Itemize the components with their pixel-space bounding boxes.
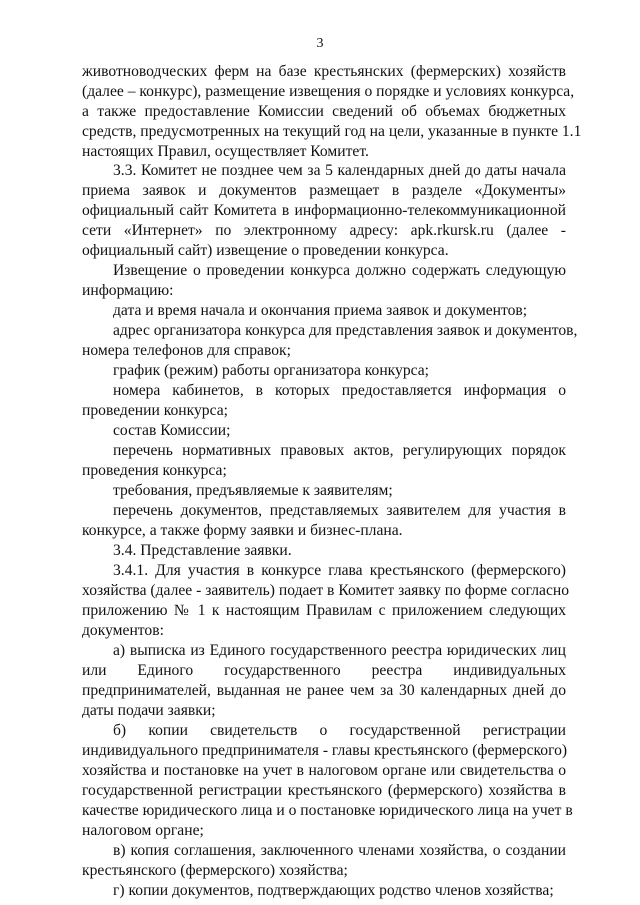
- text-line: крестьянского (фермерского) хозяйства;: [82, 862, 348, 879]
- text-line: перечень документов, представляемых заявителем для участия в: [113, 502, 566, 519]
- text-line: в) копия соглашения, заключенного членами хозяйства, о создании: [113, 842, 566, 859]
- text-line: информацию:: [82, 282, 174, 299]
- text-line: настоящих Правил, осуществляет Комитет.: [82, 143, 369, 160]
- text-line: конкурсе, а также форму заявки и бизнес-плана.: [82, 522, 403, 539]
- text-line: график (режим) работы организатора конкурса;: [113, 362, 430, 379]
- text-line: (далее – конкурс), размещение извещения о порядке и условиях конкурса,: [82, 83, 575, 100]
- text-line: адрес организатора конкурса для представления заявок и документов,: [113, 322, 578, 339]
- page-number: 3: [316, 36, 324, 51]
- text-line: проведении конкурса;: [82, 402, 228, 419]
- text-line: налоговом органе;: [82, 822, 204, 839]
- text-line: государственной регистрации крестьянского (фермерского) хозяйства в: [82, 782, 566, 799]
- text-line: перечень нормативных правовых актов, регулирующих порядок: [113, 442, 566, 459]
- text-line: или Единого государственного реестра индивидуальных: [82, 662, 566, 679]
- text-line: хозяйства и постановке на учет в налоговом органе или свидетельства о: [82, 762, 566, 779]
- text-line: номера телефонов для справок;: [82, 342, 291, 359]
- text-line: индивидуального предпринимателя - главы крестьянского (фермерского): [82, 742, 568, 759]
- text-line: сети «Интернет» по электронному адресу: apk.rkursk.ru (далее -: [82, 222, 566, 239]
- text-line: даты подачи заявки;: [82, 702, 216, 719]
- text-line: Извещение о проведении конкурса должно содержать следующую: [113, 262, 566, 279]
- text-line: г) копии документов, подтверждающих родство членов хозяйства;: [113, 882, 554, 899]
- text-line: средств, предусмотренных на текущий год на цели, указанные в пункте 1.1: [82, 123, 582, 140]
- text-line: 3.4. Представление заявки.: [113, 542, 292, 559]
- text-line: приема заявок и документов размещает в разделе «Документы»: [82, 182, 566, 199]
- text-line: качестве юридического лица и о постановке юридического лица на учет в: [82, 802, 573, 819]
- text-line: проведения конкурса;: [82, 462, 227, 479]
- text-line: документов:: [82, 622, 164, 639]
- text-line: 3.3. Комитет не позднее чем за 5 календарных дней до даты начала: [113, 162, 566, 179]
- text-line: требования, предъявляемые к заявителям;: [113, 482, 393, 499]
- text-line: хозяйства (далее - заявитель) подает в Комитет заявку по форме согласно: [82, 582, 570, 599]
- text-line: б) копии свидетельств о государственной регистрации: [113, 722, 566, 739]
- text-line: 3.4.1. Для участия в конкурсе глава крестьянского (фермерского): [113, 562, 566, 579]
- text-line: а также предоставление Комиссии сведений об объемах бюджетных: [82, 103, 566, 120]
- text-line: приложению № 1 к настоящим Правилам с приложением следующих: [82, 602, 566, 619]
- text-line: состав Комиссии;: [113, 422, 231, 439]
- text-line: животноводческих ферм на базе крестьянских (фермерских) хозяйств: [82, 63, 566, 80]
- text-line: а) выписка из Единого государственного реестра юридических лиц: [113, 642, 566, 659]
- text-line: предпринимателей, выданная не ранее чем за 30 календарных дней до: [82, 682, 566, 699]
- text-line: номера кабинетов, в которых предоставляется информация о: [113, 382, 566, 399]
- text-line: официальный сайт Комитета в информационно-телекоммуникационной: [82, 202, 566, 219]
- text-line: дата и время начала и окончания приема заявок и документов;: [113, 302, 528, 319]
- text-line: официальный сайт) извещение о проведении конкурса.: [82, 242, 449, 259]
